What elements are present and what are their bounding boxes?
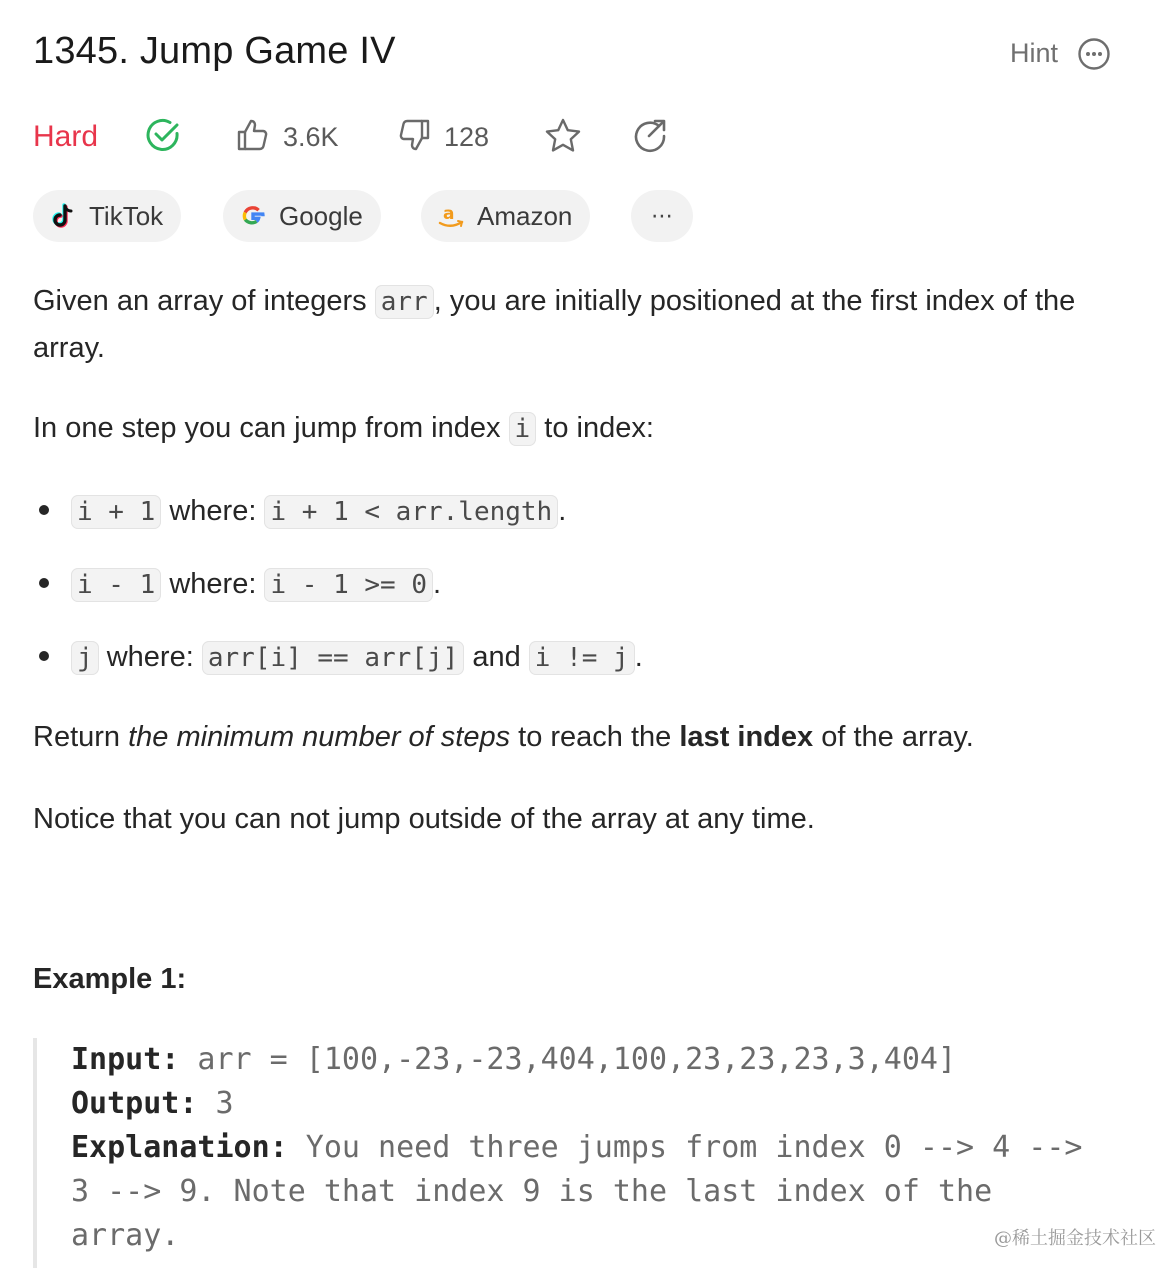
inline-code: arr[i] == arr[j]	[202, 641, 464, 675]
company-tags	[33, 190, 933, 244]
text: where:	[161, 495, 265, 527]
title-row	[33, 30, 1128, 80]
description-paragraph-3-wrap	[33, 714, 1128, 760]
example-explanation-line	[71, 1126, 1128, 1170]
text: of the array.	[813, 721, 974, 753]
tag-label: TikTok	[89, 200, 164, 231]
svg-text:a: a	[443, 204, 455, 224]
hint-button[interactable]: Hint	[1009, 38, 1058, 68]
description-paragraph-2	[33, 405, 1128, 452]
text: and	[464, 641, 529, 673]
example-explanation-line: 3 --> 9. Note that index 9 is the last index of the	[71, 1174, 993, 1209]
description-paragraph-4: Notice that you can not jump outside of the array at any time.	[33, 803, 815, 835]
text: Return	[33, 721, 129, 753]
output-value: 3	[197, 1086, 234, 1121]
share-icon[interactable]	[632, 117, 668, 158]
text: , you are initially positioned at the first index of the array.	[33, 285, 1076, 364]
text: where:	[98, 641, 202, 673]
more-icon: ⋯	[651, 203, 673, 228]
star-icon[interactable]	[544, 117, 582, 160]
inline-code: i	[509, 412, 537, 446]
inline-code: i != j	[529, 641, 635, 675]
list-item	[33, 488, 566, 534]
tiktok-logo-icon	[49, 202, 77, 230]
tag-tiktok[interactable]	[33, 190, 181, 242]
description-paragraph-1	[33, 278, 1128, 371]
inline-code: i - 1	[71, 568, 161, 602]
tag-label: Google	[279, 200, 363, 231]
more-tags-button[interactable]	[631, 190, 693, 242]
text: .	[634, 641, 643, 673]
like-icon[interactable]	[235, 117, 271, 158]
output-label: Output:	[71, 1086, 198, 1121]
text: .	[558, 495, 567, 527]
problem-title: 1345. Jump Game IV	[33, 30, 396, 72]
description-paragraph-3	[33, 714, 1128, 760]
input-label: Input:	[71, 1042, 180, 1077]
explanation-label: Explanation:	[71, 1130, 288, 1165]
likes-count: 3.6K	[283, 122, 339, 152]
example-output-line	[71, 1082, 1128, 1126]
strong-text: last index	[679, 721, 814, 753]
amazon-logo-icon	[437, 202, 465, 230]
text: to reach the	[510, 721, 680, 753]
more-options-icon[interactable]	[1078, 38, 1110, 70]
inline-code: j	[71, 641, 99, 675]
text: .	[433, 568, 442, 600]
tag-amazon[interactable]	[421, 190, 590, 242]
inline-code: arr	[375, 285, 434, 319]
dislikes-count: 128	[444, 122, 490, 152]
tag-label: Amazon	[477, 200, 573, 231]
difficulty-label: Hard	[33, 120, 99, 153]
example-input-line	[71, 1038, 1128, 1082]
explanation-text: You need three jumps from index 0 --> 4 -->	[287, 1130, 1083, 1165]
text: Given an array of integers	[33, 285, 375, 317]
problem-description	[33, 278, 1128, 371]
solved-check-icon	[146, 117, 182, 158]
description-paragraph-2-wrap	[33, 405, 1128, 452]
text: where:	[161, 568, 265, 600]
input-value: arr = [100,-23,-23,404,100,23,23,23,3,404]	[179, 1042, 957, 1077]
bullet-dot	[39, 578, 49, 588]
watermark: @稀土掘金技术社区	[994, 1228, 1156, 1249]
example-title: Example 1:	[33, 963, 187, 995]
bullet-dot	[39, 651, 49, 661]
description-paragraph-4-wrap	[33, 796, 1128, 842]
text: to index:	[536, 412, 654, 444]
list-item	[33, 634, 643, 680]
list-item	[33, 561, 441, 607]
dislike-icon[interactable]	[396, 117, 432, 158]
tag-google[interactable]	[223, 190, 381, 242]
example-block	[33, 1038, 1128, 1268]
example-explanation-line: array.	[71, 1218, 180, 1253]
emphasis-text: the minimum number of steps	[128, 721, 511, 753]
inline-code: i + 1	[71, 495, 161, 529]
inline-code: i - 1 >= 0	[264, 568, 433, 602]
meta-row	[33, 112, 833, 162]
google-logo-icon	[239, 202, 267, 230]
inline-code: i + 1 < arr.length	[264, 495, 558, 529]
bullet-dot	[39, 505, 49, 515]
text: In one step you can jump from index	[33, 412, 509, 444]
